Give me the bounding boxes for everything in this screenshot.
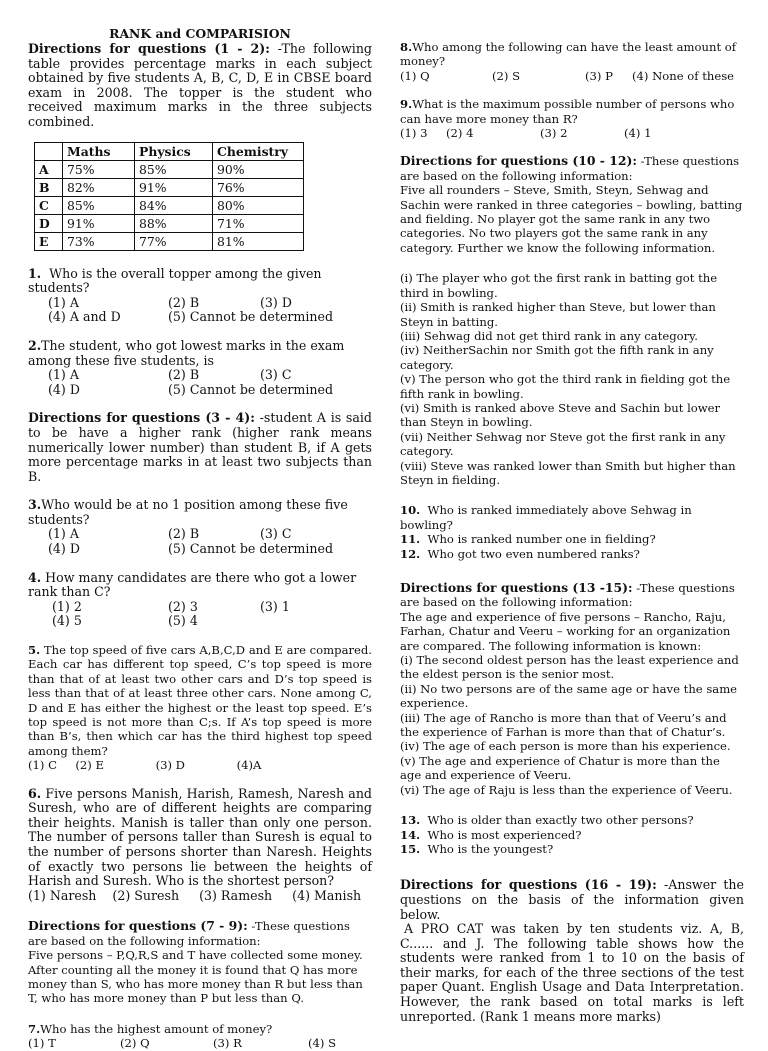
question-11: 11. Who is ranked number one in fielding? <box>400 532 656 547</box>
list-item: (iii) The age of Rancho is more than that of Veeru’s and the experience of Farhan is more than that of Chatur’s. <box>400 710 727 740</box>
page-title: RANK and COMPARISION <box>109 26 291 41</box>
questions-10-12 <box>400 503 744 561</box>
question-10: 10. Who is ranked immediately above Sehwag in bowling? <box>400 503 692 532</box>
questions-13-15 <box>400 813 744 856</box>
list-item: (iv) The age of each person is more than his experience. <box>400 739 731 754</box>
table-row: A 75% 85% 90% <box>35 160 304 178</box>
list-item: (v) The age and experience of Chatur is more than the age and experience of Veeru. <box>400 753 720 783</box>
clue-list-1 <box>400 271 744 487</box>
table-header-row: Maths Physics Chemistry <box>35 142 304 160</box>
question-1: 1. Who is the overall topper among the given students? (1) A (2) B (3) D (4) A and D (5) Cannot be determined <box>28 265 334 325</box>
question-2: 2.The student, who got lowest marks in the exam among these five students, is (1) A (2) B (3) C (4) D (5) Cannot be determined <box>28 337 345 397</box>
table-row: C 85% 84% 80% <box>35 196 304 214</box>
marks-table <box>34 142 304 251</box>
list-item: (ii) Smith is ranked higher than Steve, but lower than Steyn in batting. <box>400 300 716 329</box>
right-column <box>400 40 744 1024</box>
table-row: B 82% 91% 76% <box>35 178 304 196</box>
list-item: (vi) The age of Raju is less than the experience of Veeru. <box>400 782 733 797</box>
question-8: 8.Who among the following can have the least amount of money? (1) Q (2) S (3) P (4) None of these <box>400 40 737 83</box>
list-item: (vii) Neither Sehwag nor Steve got the first rank in any category. <box>400 429 726 459</box>
directions-13-15: Directions for questions (13 -15): -These questions are based on the following information: The age and experience of five persons – Rancho, Raju, Farhan, Chatur and Veeru – working for an organization are compared. The following information is known: (i) The second oldest person has the least experience and the eldest person is the senior most. (ii) No two persons are of the same age or have the same experience. (iii) The age of Rancho is more than that of Veeru’s and the experience of Farhan is more than that of Chatur’s. (iv) The age of each person is more than his experience. (v) The age and experience of Chatur is more than the age and experience of Veeru. (vi) The age of Raju is less than the experience of Veeru. <box>400 581 744 797</box>
list-item: (ii) No two persons are of the same age or have the same experience. <box>400 681 738 711</box>
directions-7-9: Directions for questions (7 - 9): -These questions are based on the following information: Five persons – P,Q,R,S and T have collected some money. After counting all the money it is found that Q has more money than S, who has more money than R but less than T, who has more money than P but less than Q. <box>28 918 363 1006</box>
list-item: (i) The second oldest person has the least experience and the eldest person is the senior most. <box>400 653 739 682</box>
question-9: 9.What is the maximum possible number of persons who can have more money than R? (1) 3 (2) 4 (3) 2 (4) 1 <box>400 97 735 141</box>
table-row: D 91% 88% 71% <box>35 214 304 232</box>
question-5: 5. The top speed of five cars A,B,C,D and E are compared. Each car has different top speed, C’s top speed is more than that of at least two other cars and D’s top speed is less than that of at least three other cars. None among C, D and E has either the highest or the least top speed. E’s top speed is not more than C;s. If A’s top speed is more than B’s, then which car has the third highest top speed among them? (1) C (2) E (3) D (4)A <box>28 643 372 773</box>
list-item: (iv) NeitherSachin nor Smith got the fifth rank in any category. <box>400 343 714 372</box>
list-item: (v) The person who got the third rank in fielding got the fifth rank in bowling. <box>400 372 731 401</box>
directions-1-2: Directions for questions (1 - 2): -The following table provides percentage marks in each subject obtained by five students A, B, C, D, E in CBSE board exam in 2008. The topper is the student who received maximum marks in the three subjects combined. <box>28 41 372 129</box>
list-item: (vi) Smith is ranked above Steve and Sachin but lower than Steyn in bowling. <box>400 400 721 430</box>
directions-16-19: Directions for questions (16 - 19): -Answer the questions on the basis of the information given below. A PRO CAT was taken by ten students viz. A, B, C...... and J. The following table shows how the students were ranked from 1 to 10 on the basis of their marks, for each of the three sections of the test paper Quant. English Usage and Data Interpretation. However, the rank based on total marks is left unreported. (Rank 1 means more marks) <box>400 877 744 1024</box>
left-column <box>28 26 372 1051</box>
question-12: 12. Who got two even numbered ranks? <box>400 546 640 561</box>
question-7: 7.Who has the highest amount of money? (1) T (2) Q (3) R (4) S <box>28 1021 337 1051</box>
table-row: E 73% 77% 81% <box>35 232 304 250</box>
question-3: 3.Who would be at no 1 position among these five students? (1) A (2) B (3) C (4) D (5) Cannot be determined <box>28 497 348 557</box>
directions-3-4: Directions for questions (3 - 4): -student A is said to be have a higher rank (higher rank means numerically lower number) than student B, if A gets more percentage marks in at least two subjects than B. <box>28 410 372 484</box>
directions-10-12: Directions for questions (10 - 12): -These questions are based on the following information: Five all rounders – Steve, Smith, Steyn, Sehwag and Sachin were ranked in three categories – bowling, batting and fielding. No player got the same rank in any two categories. No two players got the same rank in any category. Further we know the following information. <box>400 153 743 255</box>
question-15: 15. Who is the youngest? <box>400 841 554 856</box>
list-item: (iii) Sehwag did not get third rank in any category. <box>400 328 698 343</box>
list-item: (viii) Steve was ranked lower than Smith but higher than Steyn in fielding. <box>400 458 736 487</box>
question-14: 14. Who is most experienced? <box>400 827 582 842</box>
question-6: 6. Five persons Manish, Harish, Ramesh, Naresh and Suresh, who are of different heights are comparing their heights. Manish is taller than only one person. The number of persons taller than Suresh is equal to the number of persons shorter than Naresh. Heights of exactly two persons lie between the heights of Harish and Suresh. Who is the shortest person? (1) Naresh (2) Suresh (3) Ramesh (4) Manish <box>28 785 372 903</box>
question-4: 4. How many candidates are there who got a lower rank than C? (1) 2 (2) 3 (3) 1 (4) 5 (5) 4 <box>28 569 357 629</box>
list-item: (i) The player who got the first rank in batting got the third in bowling. <box>400 271 718 300</box>
question-13: 13. Who is older than exactly two other persons? <box>400 813 694 828</box>
